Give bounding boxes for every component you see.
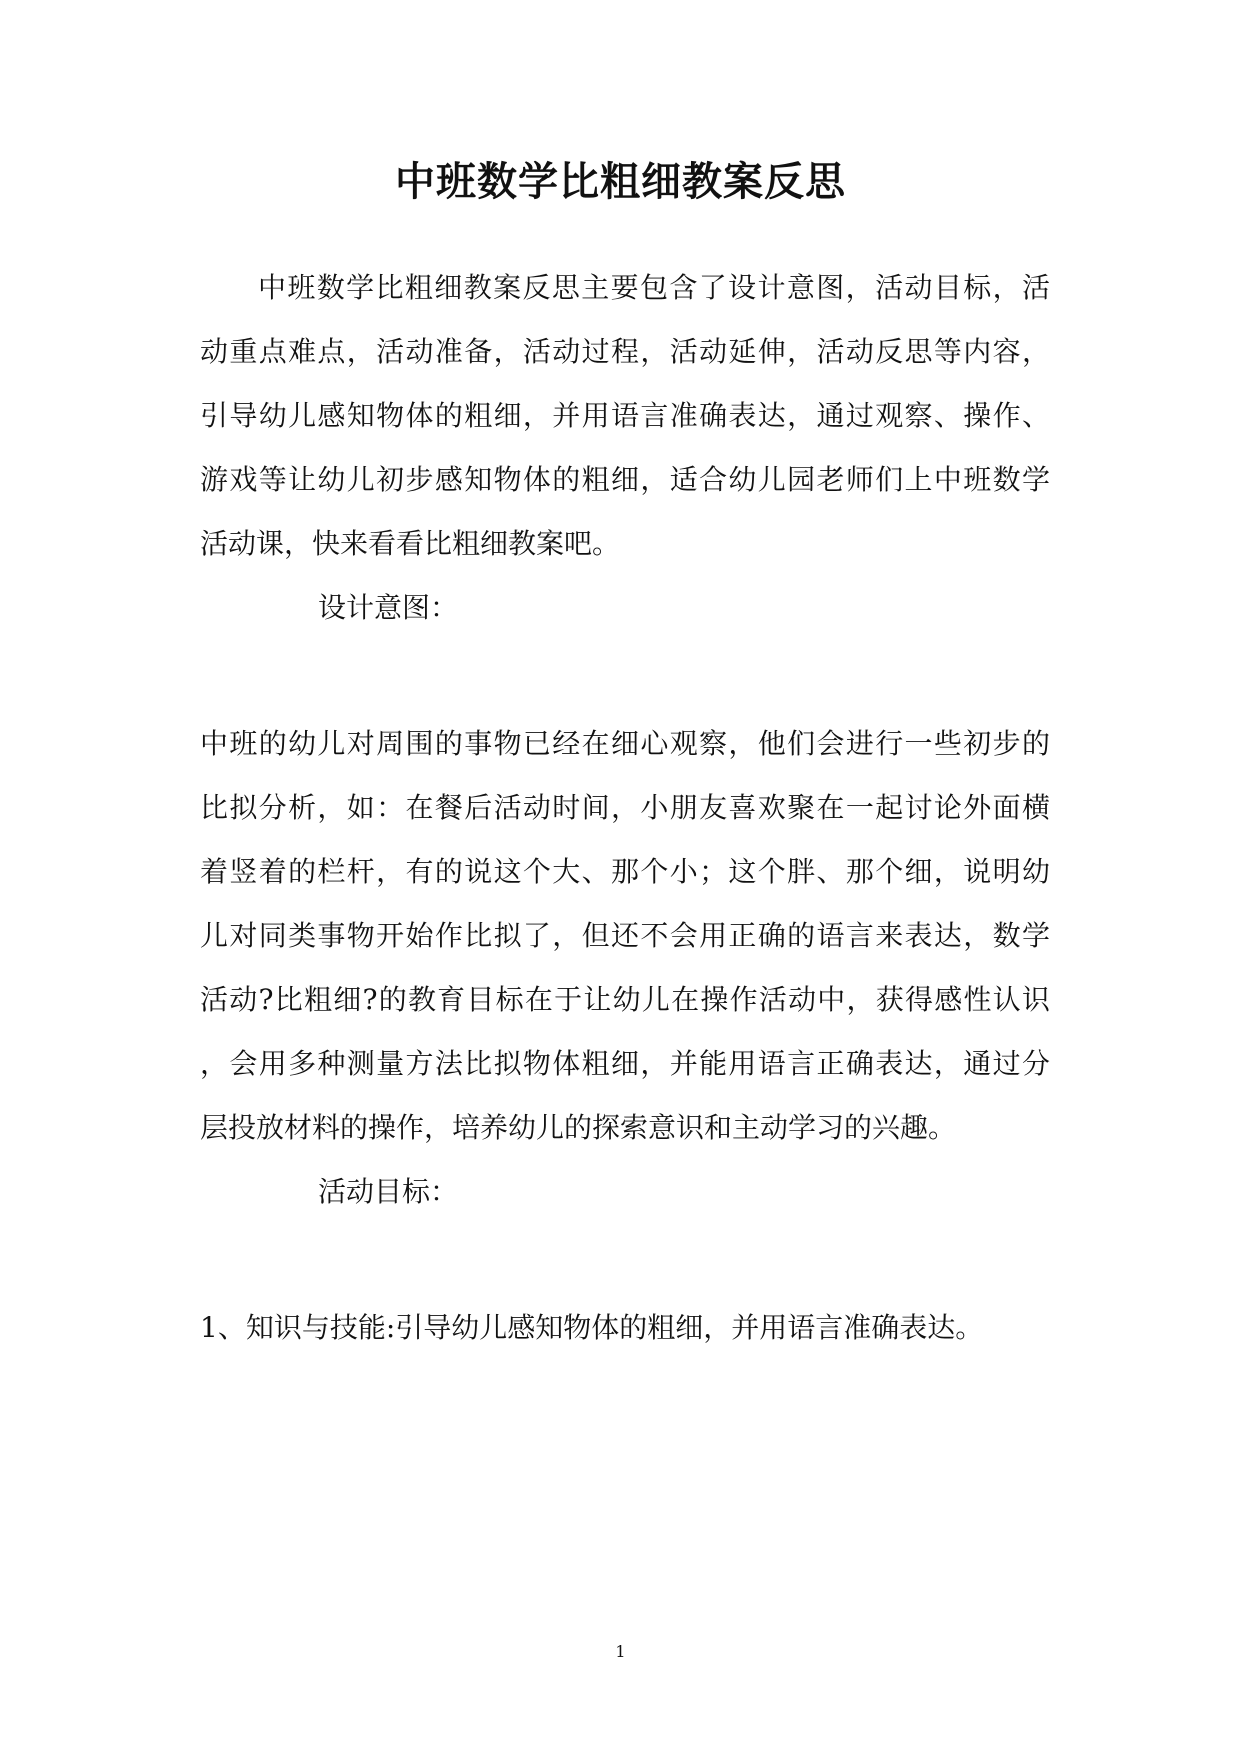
design-line: 着竖着的栏杆，有的说这个大、那个小；这个胖、那个细，说明幼 <box>200 855 1050 888</box>
intro-line: 引导幼儿感知物体的粗细，并用语言准确表达，通过观察、操作、 <box>200 399 1050 432</box>
goal-item: 1、知识与技能:引导幼儿感知物体的粗细，并用语言准确表达。 <box>200 1311 984 1344</box>
design-line: ，会用多种测量方法比拟物体粗细，并能用语言正确表达，通过分 <box>200 1047 1050 1080</box>
intro-line: 游戏等让幼儿初步感知物体的粗细，适合幼儿园老师们上中班数学 <box>200 463 1050 496</box>
design-line: 儿对同类事物开始作比拟了，但还不会用正确的语言来表达，数学 <box>200 919 1050 952</box>
design-line: 中班的幼儿对周围的事物已经在细心观察，他们会进行一些初步的 <box>200 727 1050 760</box>
section-heading-goals: 活动目标： <box>318 1175 459 1208</box>
intro-line: 中班数学比粗细教案反思主要包含了设计意图，活动目标，活 <box>258 271 1050 304</box>
page-number: 1 <box>615 1642 626 1661</box>
design-line: 层投放材料的操作，培养幼儿的探索意识和主动学习的兴趣。 <box>200 1111 957 1144</box>
design-line: 比拟分析，如：在餐后活动时间，小朋友喜欢聚在一起讨论外面横 <box>200 791 1050 824</box>
intro-line: 活动课，快来看看比粗细教案吧。 <box>200 527 621 560</box>
document-title: 中班数学比粗细教案反思 <box>395 159 846 205</box>
intro-line: 动重点难点，活动准备，活动过程，活动延伸，活动反思等内容， <box>200 335 1050 368</box>
design-line: 活动?比粗细?的教育目标在于让幼儿在操作活动中，获得感性认识 <box>200 983 1050 1016</box>
section-heading-design: 设计意图： <box>318 591 459 624</box>
